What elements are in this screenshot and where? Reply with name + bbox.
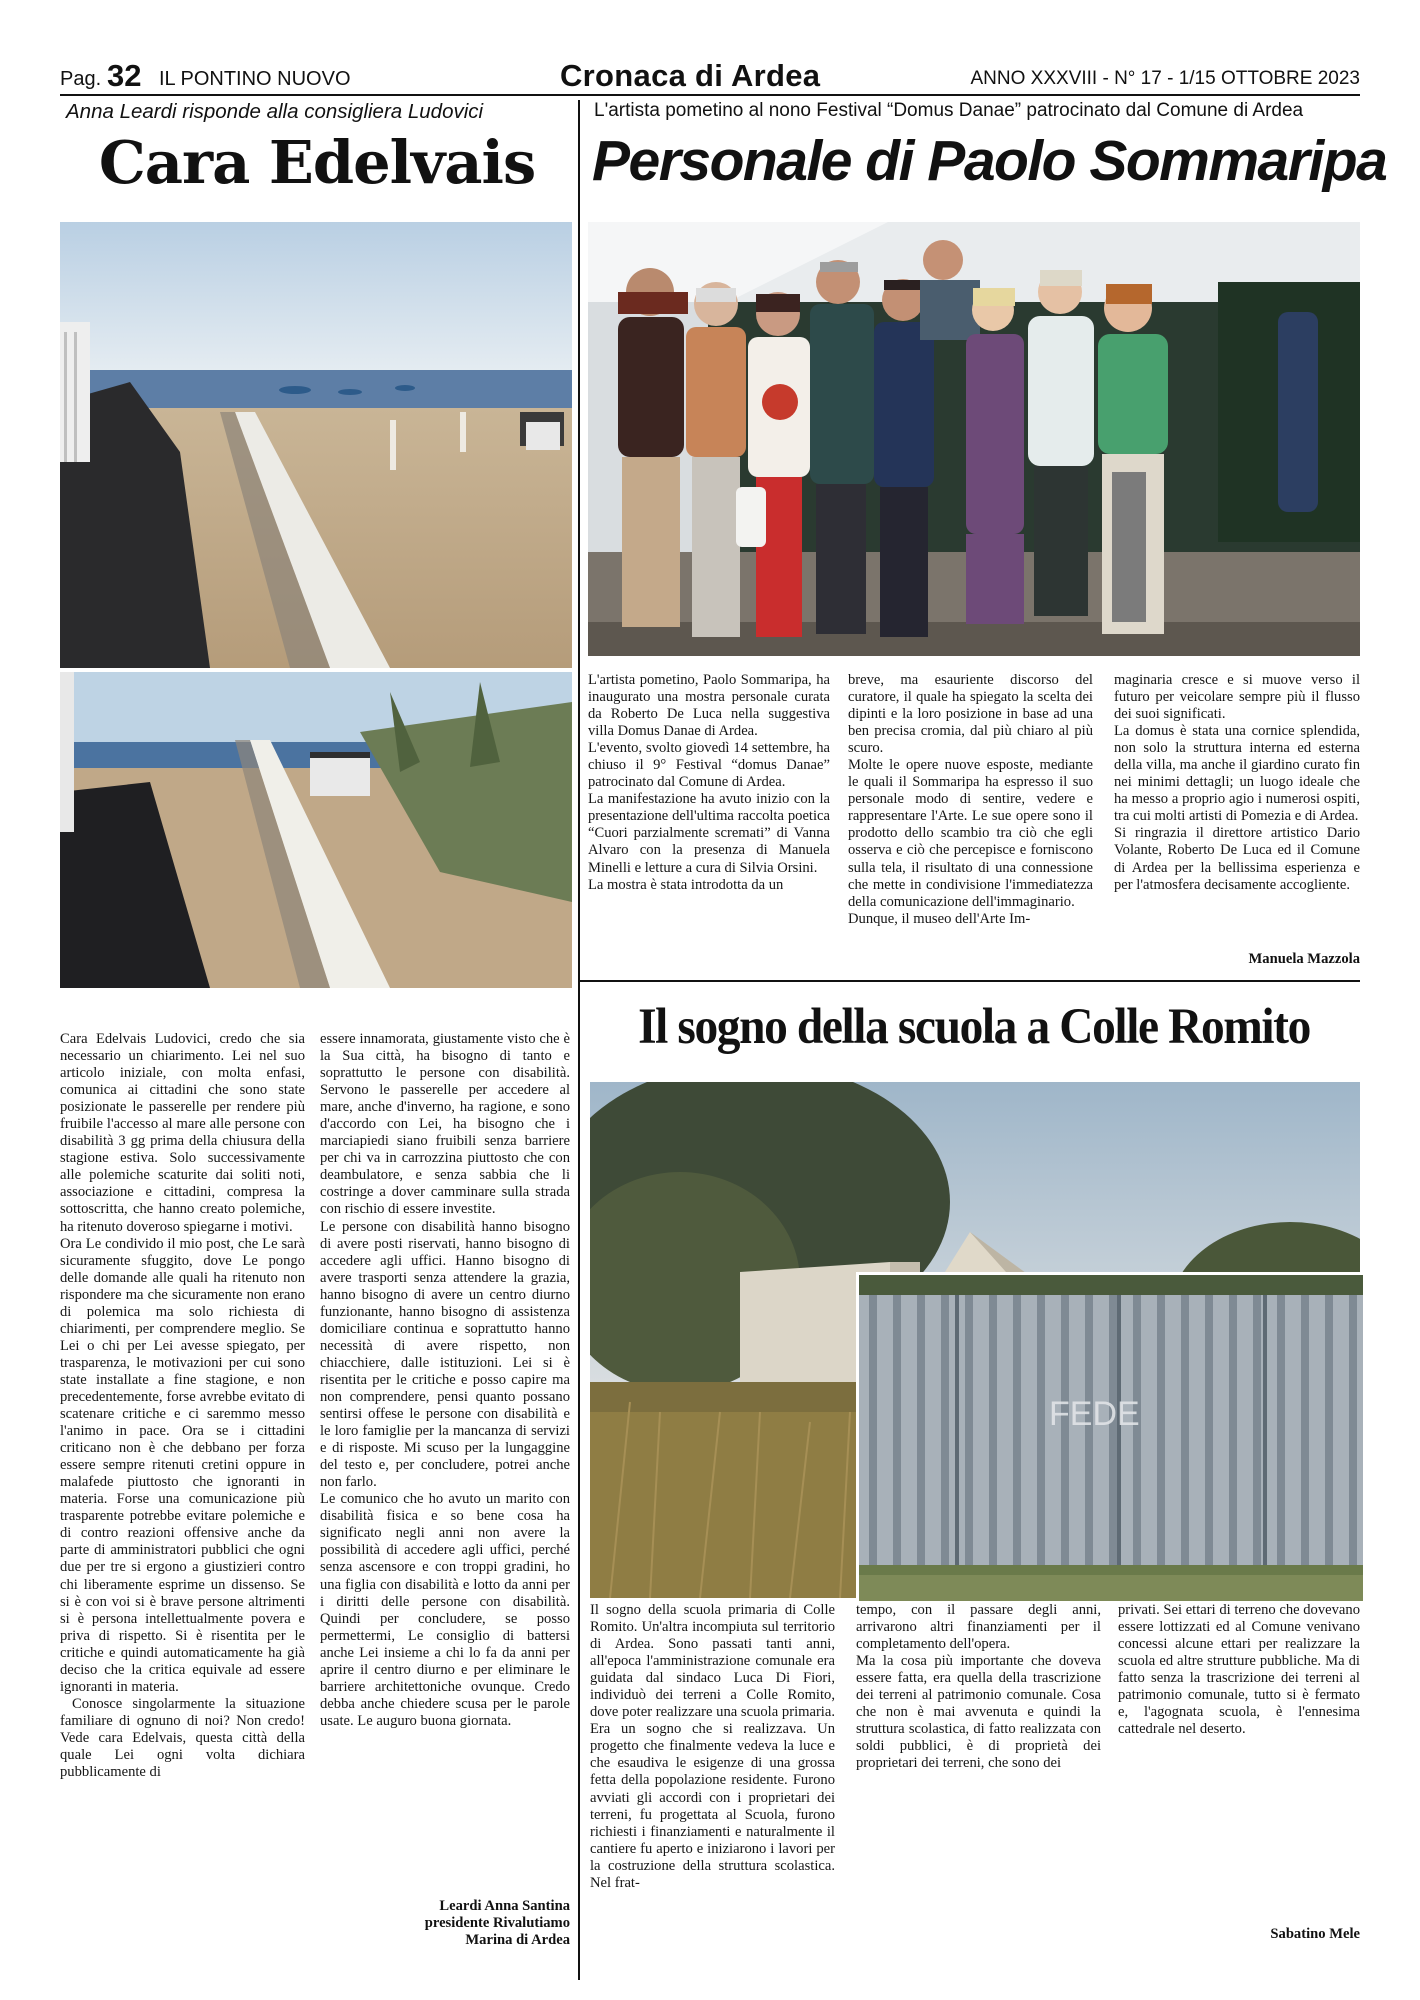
section-title: Cronaca di Ardea <box>560 58 821 93</box>
article1-col1-paragraph: Ora Le condivido il mio post, che Le sarà sicuramente sfuggito, dove Le pongo delle domande alle quali ha ritenuto non rispondere ma che sicuramente non erano di polemica ma solo richiesta di chiarimenti, per comprendere meglio. Se Lei o chi per Lei avesse spiegato, per trasparenza, le motivazioni per cui sono state installate a fine stagione, e non precedentemente, forse avrebbe evitato di scatenare critiche e ci saremmo messo l'animo in pace. Ora se i cittadini criticano non è che debbano per forza essere sempre ritenuti cretini oppure in malafede piuttosto che ignoranti in materia. Forse una comunicazione più trasparente potrebbe evitare polemiche e di contro reazioni offensive anche da parte di amministratori pubblici che ogni due per tre si ergono a giustizieri contro chi liberamente esprime un dissenso. Se si è con voi si è brave persone altrimenti si è persona intellettualmente povera e priva di rispetto. Si è risentita per le critiche e quindi automaticamente ha già deciso che la critica equivale ad essere ignoranti in materia. <box>60 1235 305 1695</box>
metal-fence-illustration <box>859 1275 1363 1601</box>
article1-body-col2 <box>320 1031 570 1896</box>
signature-line: presidente Rivalutiamo <box>424 1915 570 1931</box>
article1-title: Cara Edelvais <box>98 128 536 197</box>
beach-walkway-2-illustration <box>60 672 572 988</box>
page-header <box>60 60 1360 94</box>
article1-kicker: Anna Leardi risponde alla consigliera Ludovici <box>66 100 484 123</box>
article3-signature: Sabatino Mele <box>1270 1926 1360 1942</box>
beach-walkway-photo <box>60 222 572 668</box>
signature-line: Leardi Anna Santina <box>439 1898 570 1914</box>
column-separator <box>578 100 580 1980</box>
header-rule <box>60 94 1360 96</box>
article1-col2-paragraph: Le comunico che ho avuto un marito con disabilità fisica e so bene cosa ha significato negli anni non avere la possibilità di accedere agli uffici, perché senza ascensore e con troppi gradini, ho una figlia con disabilità e lotto da anni per i diritti delle persone con disabilità. Quindi per concludere, se posso permettermi, Le consiglio di battersi anche Lei insieme a chi lo fa da anni per aprire il centro diurno e per eliminare le barriere architettoniche ovunque. Credo debba anche chiedere scusa per le parole usate. Le auguro buona giornata. <box>320 1491 570 1729</box>
page-prefix: Pag. <box>60 68 102 90</box>
article1-signature <box>320 1898 570 1949</box>
article3-col2-paragraph: tempo, con il passare degli anni, arrivarono altri finanziamenti per il completamento dell'opera. <box>856 1602 1101 1653</box>
article-divider <box>580 980 1360 982</box>
metal-fence-photo <box>856 1272 1363 1601</box>
article2-col3-paragraph: La domus è stata una cornice splendida, non solo la struttura interna ed esterna della villa, ma anche il giardino curato fin nei minimi dettagli; un luogo ideale che ha messo a proprio agio i numerosi ospiti, tra cui molti artisti di Pomezia e di Ardea. <box>1114 723 1360 825</box>
article2-title: Personale di Paolo Sommaripa <box>592 129 1387 193</box>
article1-body-col1 <box>60 1031 305 1961</box>
signature-line: Marina di Ardea <box>465 1932 570 1948</box>
article2-body-col2 <box>848 672 1093 972</box>
article2-signature: Manuela Mazzola <box>1248 951 1360 967</box>
article2-col2-paragraph: breve, ma esauriente discorso del curatore, il quale ha spiegato la scelta dei dipinti e la loro posizione in base ad una ben precisa cromia, dal più chiaro al più scuro. <box>848 672 1093 757</box>
graffiti-text: FEDE <box>1049 1395 1140 1433</box>
article2-col2-paragraph: Dunque, il museo dell'Arte Im- <box>848 910 1031 927</box>
article2-col1-paragraph: La mostra è stata introdotta da un <box>588 876 784 893</box>
article3-title: Il sogno della scuola a Colle Romito <box>638 999 1310 1055</box>
article3-col3-paragraph: privati. Sei ettari di terreno che dovevano essere lottizzati ed al Comune venivano concessi alcune ettari per realizzare la scuola ed altre strutture pubbliche. Ma di fatto senza la trascrizione dei terreni al patrimonio comunale, tutto si è fermato e, l'agognata scuola, è l'ennesima cattedrale nel deserto. <box>1118 1602 1360 1738</box>
article2-col1-paragraph: L'artista pometino, Paolo Sommaripa, ha inaugurato una mostra personale curata da Roberto De Luca nella suggestiva villa Domus Danae di Ardea. <box>588 672 830 740</box>
article1-col2-paragraph: Le persone con disabilità hanno bisogno di avere posti riservati, hanno bisogno di accedere agli uffici. Hanno bisogno di avere trasporti senza attendere la grazia, hanno bisogno di avere un centro diurno funzionante, hanno bisogno di assistenza domiciliare continua e soprattutto hanno necessità di avere rispetto, non chiacchiere, dalle istituzioni. Lei si è risentita per le critiche e posso capire ma non comprendere, pensi quanto possano sentirsi offese le persone con disabilità e le loro famiglie per la mancanza di servizi e di risposte. Mi scuso per la lungaggine del testo e, per concludere, potrei anche non farlo. <box>320 1218 570 1491</box>
article2-col1-paragraph: La manifestazione ha avuto inizio con la presentazione dell'ultima raccolta poetica “Cuori parzialmente scremati” di Vanna Alvaro con la presenza di Manuela Minelli e letture a cura di Silvia Orsini. <box>588 791 830 876</box>
article1-col2-paragraph: essere innamorata, giustamente visto che è la Sua città, ha bisogno di tanto e soprattutto le persone con disabilità. Servono le passerelle per accedere al mare, anche d'inverno, ha ragione, e sono d'accordo con Lei, ha bisogno che i marciapiedi siano fruibili senza barriere per chi va in carrozzina piuttosto che con deambulatore, e senza sabbia che li costringe a dover camminare sulla strada con rischio di essere investite. <box>320 1031 570 1218</box>
beach-walkway-photo-2 <box>60 672 572 988</box>
article2-col3-paragraph: Si ringrazia il direttore artistico Dario Volante, Roberto De Luca ed il Comune di Ardea per la bellissima esperienza e per l'atmosfera decisamente accogliente. <box>1114 825 1360 893</box>
article2-col1-paragraph: L'evento, svolto giovedì 14 settembre, ha chiuso il 9° Festival “domus Danae” patrocinato dal Comune di Ardea. <box>588 740 830 791</box>
article3-body-col1 <box>590 1602 835 1962</box>
paper-name: IL PONTINO NUOVO <box>159 68 351 90</box>
article3-body-col2 <box>856 1602 1101 1962</box>
page-number: 32 <box>107 58 142 93</box>
article3-body-col3 <box>1118 1602 1360 1902</box>
article3-col1-paragraph: Il sogno della scuola primaria di Colle Romito. Un'altra incompiuta sul territorio di Ardea. Sono passati tanti anni, all'epoca l'amministrazione comunale era guidata dal sindaco Luca Di Fiori, individuò dei terreni a Colle Romito, dove poter realizzare una scuola primaria. Era un sogno che si realizzava. Un progetto che finalmente vedeva la luce e che esaudiva le esigenze di una grossa fetta della popolazione residente. Furono avviati gli accordi con i proprietari dei terreni, fu progettata al Scuola, furono richiesti i finanziamenti e naturalmente il cantiere fu aperto e iniziarono i lavori per la costruzione della struttura scolastica. Nel frat- <box>590 1602 835 1891</box>
article2-col2-paragraph: Molte le opere nuove esposte, mediante le quali il Sommaripa ha espresso il suo personale modo di sentire, vedere e rappresentare l'Arte. Le sue opere sono il prodotto dello scambio tra ciò che egli osserva e ciò che percepisce e forniscono sulla tela, il risultato di una connessione che mette in condivisione l'immediatezza della comunicazione dell'immaginario. <box>848 757 1093 910</box>
group-photo <box>588 222 1360 656</box>
group-photo-illustration <box>588 222 1360 656</box>
article1-col1-paragraph: Cara Edelvais Ludovici, credo che sia necessario un chiarimento. Lei nel suo articolo iniziale, con molta enfasi, comunica ai cittadini che sono state posizionate le passerelle per rendere più fruibile l'accesso al mare alle persone con disabilità 3 gg prima della chiusura della stagione estiva. Solo successivamente alle polemiche scaturite dai soliti noti, associazione e cittadini, compresa la sottoscritta, che hanno creato polemiche, ha ritenuto doveroso spiegarne i motivi. <box>60 1031 305 1235</box>
beach-walkway-illustration <box>60 222 572 668</box>
article2-body-col1 <box>588 672 830 972</box>
article3-col2-paragraph: Ma la cosa più importante che doveva essere fatta, era quella della trascrizione dei terreni al patrimonio comunale. Cosa che non è mai avvenuta e quindi la struttura scolastica, di fatto realizzata con soldi pubblici, è di proprietà dei proprietari dei terreni, che sono dei <box>856 1653 1101 1772</box>
issue-info: ANNO XXXVIII - N° 17 - 1/15 OTTOBRE 2023 <box>970 68 1360 89</box>
article2-body-col3 <box>1114 672 1360 952</box>
article2-kicker: L'artista pometino al nono Festival “Domus Danae” patrocinato dal Comune di Ardea <box>594 100 1304 121</box>
article1-col1-paragraph: Conosce singolarmente la situazione familiare di ognuno di noi? Non credo! Vede cara Edelvais, questa città della quale Lei ogni volta dichiara pubblicamente di <box>60 1695 305 1781</box>
article2-col3-paragraph: maginaria cresce e si muove verso il futuro per veicolare sempre più il flusso dei suoi significati. <box>1114 672 1360 723</box>
